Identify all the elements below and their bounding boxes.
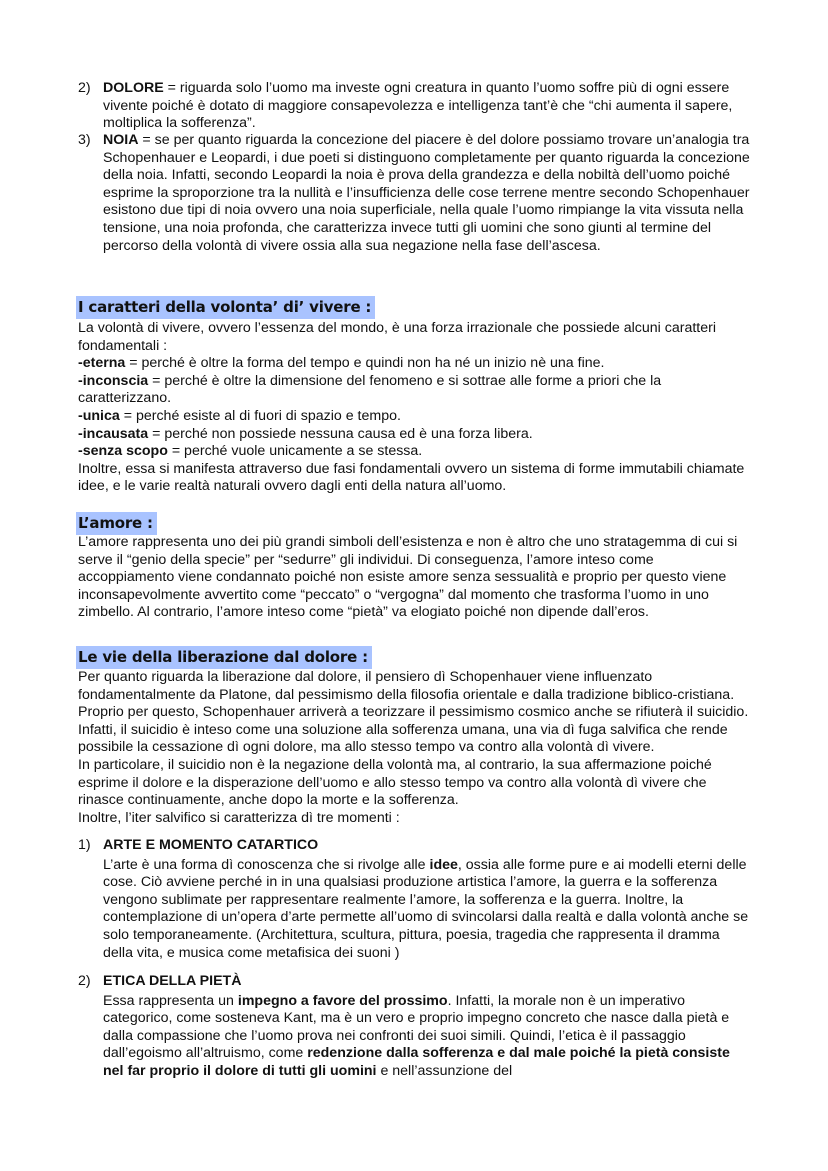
moment-title-etica: ETICA DELLA PIETÀ	[103, 973, 242, 989]
list-number: 2)	[78, 80, 91, 96]
list-item-noia	[78, 132, 750, 255]
list-number: 1)	[78, 837, 91, 853]
trait-eterna: -eterna = perché è oltre la forma del tempo e quindi non ha né un inizio nè una fine.	[78, 355, 605, 372]
vie-paragraph-1: Per quanto riguarda la liberazione dal dolore, il pensiero dì Schopenhauer viene influenzato fondamentalmente da Platone, dal pessimismo della filosofia orientale e dalla tradizione biblico-cristiana. Proprio per questo, Schopenhauer arriverà a teorizzare il pessimismo cosmico anche se rifiuterà il suicidio. Infatti, il suicidio è inteso come una soluzione alla sofferenza umana, una via dì fuga salvifica che rende possibile la cessazione dì ogni dolore, ma allo stesso tempo va contro alla volontà dì vivere.	[78, 669, 749, 756]
definition-noia: = se per quanto riguarda la concezione del piacere è del dolore possiamo trovare un’analogia tra Schopenhauer e Leopardi, i due poeti si distinguono completamente per quanto riguarda la concezione della noia. Infatti, secondo Leopardi la noia è prova della grandezza e della nobiltà dell’uomo poiché esprime la sproporzione tra la nullità e l’insufficienza delle cose terrene mentre secondo Schopenhauer esistono due tipi di noia ovvero una noia superficiale, nella quale l’uomo rimpiange la vita vissuta nella tensione, una noia profonda, che caratterizza invece tutti gli uomini che sono giunti al termine del percorso della volontà di vivere ossia alla sua negazione nella fase dell’ascesa.	[103, 132, 750, 254]
term-dolore: DOLORE	[103, 80, 164, 96]
trait-unica: -unica = perché esiste al di fuori di spazio e tempo.	[78, 407, 401, 424]
list-number: 3)	[78, 132, 91, 148]
moment-etica	[78, 973, 750, 1081]
moment-title-arte: ARTE E MOMENTO CATARTICO	[103, 837, 319, 853]
trait-incausata: -incausata = perché non possiede nessuna causa ed è una forza libera.	[78, 425, 533, 442]
section-body-caratteri	[78, 320, 753, 496]
list-item-dolore	[78, 80, 750, 133]
section-heading-caratteri: I caratteri della volonta’ di’ vivere :	[76, 296, 375, 319]
term-noia: NOIA	[103, 132, 139, 148]
trait-senza-scopo: -senza scopo = perché vuole unicamente a se stessa.	[78, 443, 423, 460]
moment-text-arte: L’arte è una forma dì conoscenza che si rivolge alle idee, ossia alle forme pure e ai modelli eterni delle cose. Ciò avviene perché in in una qualsiasi produzione artistica l’amore, la guerra e la sofferenza vengono sublimate per rappresentare realmente l’amore, la sofferenza e la guerra. Inoltre, la contemplazione di un’opera d’arte permette all’uomo di svincolarsi dalla realtà e dalla volontà anche se solo temporaneamente. (Architettura, scultura, pittura, poesia, tragedia che rappresenta il dramma della vita, e musica come metafisica dei suoni )	[103, 856, 749, 961]
caratteri-intro: La volontà di vivere, ovvero l’essenza del mondo, è una forza irrazionale che possiede alcuni caratteri fondamentali :	[78, 320, 717, 354]
moment-arte	[78, 837, 750, 962]
list-number: 2)	[78, 973, 91, 989]
caratteri-outro: Inoltre, essa si manifesta attraverso due fasi fondamentali ovvero un sistema di forme immutabili chiamate idee, e le varie realtà naturali ovvero dagli enti della natura all’uomo.	[78, 460, 745, 495]
section-body-vie	[78, 669, 753, 827]
section-body-amore	[78, 534, 753, 622]
amore-paragraph: L’amore rappresenta uno dei più grandi simboli dell’esistenza e non è altro che uno stratagemma di cui si serve il “genio della specie” per “sedurre” gli individui. Di conseguenza, l’amore inteso come accoppiamento viene condannato poiché non esiste amore senza sessualità e proprio per questo viene inconsapevolmente avvertito come “peccato” o “vergogna” dal momento che trasforma l’uomo in uno zimbello. Al contrario, l’amore inteso come “pietà” va elogiato poiché non dipende dall’eros.	[78, 534, 738, 621]
trait-inconscia: -inconscia = perché è oltre la dimensione del fenomeno e si sottrae alle forme a priori che la caratterizzano.	[78, 372, 662, 407]
vie-paragraph-2: In particolare, il suicidio non è la negazione della volontà ma, al contrario, la sua affermazione poiché esprime il dolore e la disperazione dell’uomo e allo stesso tempo va contro alla volontà dì vivere che rinasce continuamente, anche dopo la morte e la sofferenza.	[78, 756, 712, 809]
moment-text-etica: Essa rappresenta un impegno a favore del prossimo. Infatti, la morale non è un imperativo categorico, come sosteneva Kant, ma è un vero e proprio impegno concreto che nasce dalla pietà e dalla compassione che l’uomo prova nei confronti dei suoi simili. Quindi, l’etica è il passaggio dall’egoismo all’altruismo, come redenzione dalla sofferenza e dal male poiché la pietà consiste nel far proprio il dolore di tutti gli uomini e nell’assunzione del	[103, 992, 730, 1079]
vie-paragraph-3: Inoltre, l’iter salvifico si caratterizza dì tre momenti :	[78, 809, 400, 826]
definition-dolore: = riguarda solo l’uomo ma investe ogni creatura in quanto l’uomo soffre più di ogni essere vivente poiché è dotato di maggiore consapevolezza e intelligenza tant’è che “chi aumenta il sapere, moltiplica la sofferenza”.	[103, 80, 733, 132]
section-heading-amore: L’amore :	[76, 512, 157, 535]
section-heading-vie: Le vie della liberazione dal dolore :	[76, 646, 372, 669]
